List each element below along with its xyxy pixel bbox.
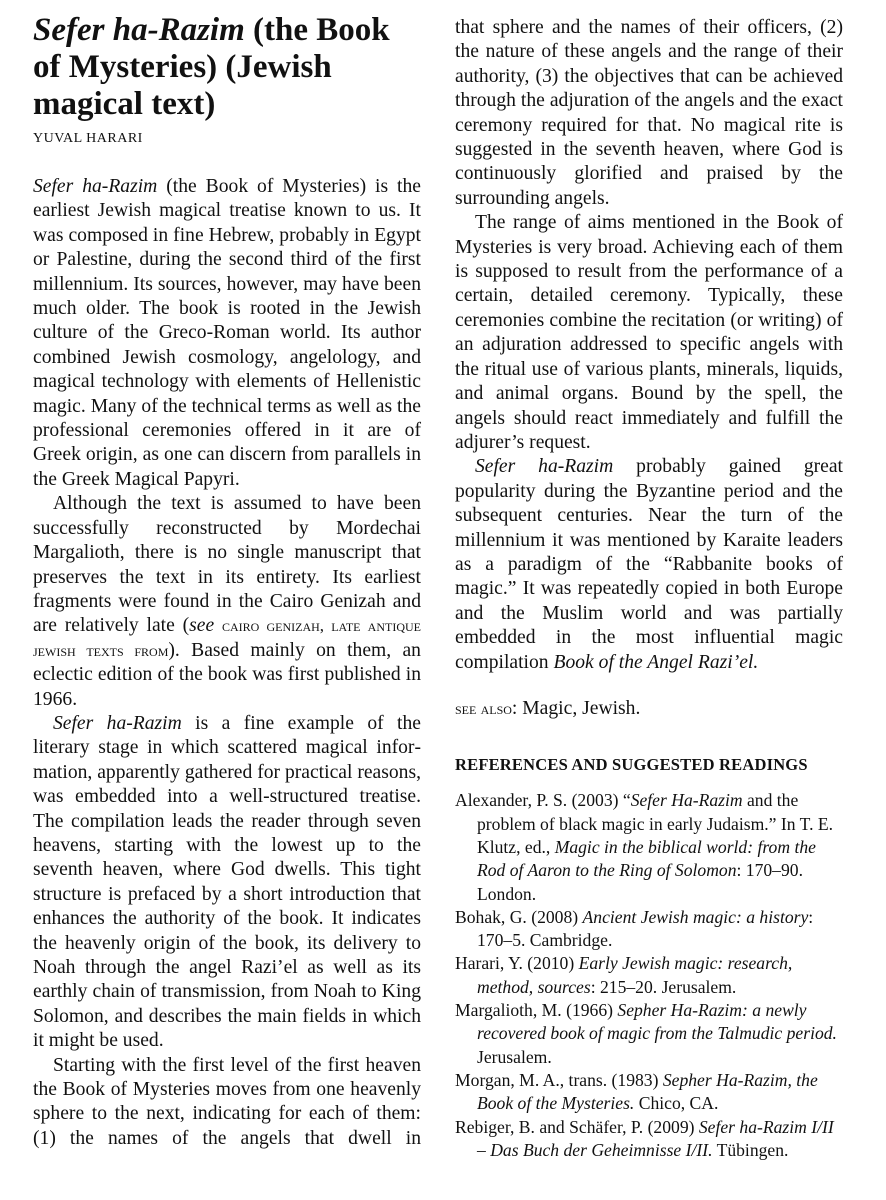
italic-text: Sepher Ha-Razim, the Book of the Mysteries. xyxy=(477,1069,818,1114)
italic-text: Ancient Jewish magic: a history xyxy=(582,906,809,927)
text-run: Margalioth, M. (1966) xyxy=(455,1000,618,1021)
italic-text: Sefer ha-Razim xyxy=(53,712,182,734)
see-also-label: see also xyxy=(455,698,512,718)
text-run: : 170–90. London. xyxy=(477,860,803,904)
italic-text: Book of the Angel Razi’el. xyxy=(553,651,759,673)
text-run: Jerusalem. xyxy=(477,1046,552,1067)
article-title-rest: (the Book of Mysteries) (Jewish magical text) xyxy=(33,12,390,122)
references-heading: REFERENCES AND SUGGESTED READINGS xyxy=(455,755,808,775)
reference-item xyxy=(455,1116,843,1163)
text-run: : 170–5. Cambridge. xyxy=(477,906,814,951)
reference-item xyxy=(455,1069,843,1116)
text-run: (the Book of Mysteries) is the earliest Jewish magical treatise known to us. It was composed in fine Hebrew, probably in Egypt or Palestine, during the second third of the first millennium. Its sources, however, may have been much older. The book is rooted in the Jewish culture of the Greco-Roman world. Its author combined Jewish cosmology, angelology, and magical technology with elements of Hellenistic magic. Many of the technical terms as well as the professional ceremonies offered in it are of Greek origin, as one can discern from parallels in the Greek Magical Papyri. xyxy=(33,176,421,490)
paragraph xyxy=(33,175,421,492)
text-run: that sphere and the names of their officers, (2) the nature of these angels and the range of their authority, (3) the objectives that can be achieved through the adjuration of the angels and the exact ceremony required for that. No magical rite is suggested in the seventh heaven, where God is continuously glorified and praised by the surrounding angels. xyxy=(455,17,843,209)
paragraph xyxy=(33,492,421,712)
text-run: is a fine example of the literary stage in which scattered magical information, apparently gathered for practical reasons, was embedded into a well-structured treatise. The compilation leads the reader through seven heavens, starting with the lowest up to the seventh heaven, where God dwells. This tight structure is prefaced by a short introduction that enhances the authority of the book. It indicates the heavenly origin of the book, its delivery to Noah through the angel Razi’el as well as its earthly chain of transmission, from Noah to King Solomon, and describes the main fields in which it might be used. xyxy=(33,712,421,1052)
reference-item xyxy=(455,952,843,999)
text-run: probably gained great popularity during the Byzantine period and the subsequent centuries. Near the turn of the millennium it was mentioned by Karaite leaders as a paradigm of the “Rabbanite books of magic.” It was repeatedly copied in both Europe and the Muslim world and was partially embedded in the most influential magic compilation xyxy=(455,456,843,673)
italic-text: Sefer ha-Razim xyxy=(33,176,158,197)
text-run: and the problem of black magic in early Judaism.” In T. E. Klutz, ed., xyxy=(477,790,834,857)
text-run: : 215–20. Jerusalem. xyxy=(590,976,737,997)
right-column xyxy=(455,16,843,1162)
article-title-italic: Sefer ha-Razim xyxy=(33,12,245,48)
paragraph xyxy=(33,1054,421,1152)
text-run: Morgan, M. A., trans. (1983) xyxy=(455,1069,663,1090)
reference-item xyxy=(455,999,843,1069)
text-run: ). Based mainly on them, an eclectic edition of the book was first published in 1966. xyxy=(33,639,421,710)
see-also-link[interactable]: : Magic, Jewish. xyxy=(511,697,641,719)
left-column xyxy=(33,12,421,1151)
italic-text: Magic in the biblical world: from the Rod of Aaron to the Ring of Solomon xyxy=(477,836,816,881)
italic-text: Sefer Ha-Razim xyxy=(630,790,743,811)
text-run: Starting with the first level of the first heaven the Book of Mysteries moves from one heavenly sphere to the next, indicating for each of them: (1) the names of the angels that dwell in xyxy=(33,1054,421,1149)
reference-item xyxy=(455,789,843,905)
text-run: Harari, Y. (2010) xyxy=(455,953,579,974)
paragraph xyxy=(455,16,843,211)
text-run: Although the text is assumed to have been successfully reconstructed by Mordechai Margalioth, there is no single manuscript that preserves the text in its entirety. Its earliest fragments were found in the Cairo Genizah and are relatively late ( xyxy=(33,493,421,637)
right-body-text xyxy=(455,16,843,675)
italic-text: Sefer ha-Razim xyxy=(475,456,614,478)
author-name: YUVAL HARARI xyxy=(33,131,143,146)
text-run: Bohak, G. (2008) xyxy=(455,906,583,927)
paragraph xyxy=(455,211,843,455)
cross-reference[interactable]: cairo genizah, late antique jewish texts from xyxy=(33,616,421,660)
text-run: Rebiger, B. and Schäfer, P. (2009) xyxy=(455,1116,699,1137)
text-run: Chico, CA. xyxy=(634,1093,719,1114)
text-run: The range of aims mentioned in the Book of Mysteries is very broad. Achieving each of them is supposed to result from the performance of a certain, detailed ceremony. Typically, these ceremonies combine the recitation (or writing) of an adjuration addressed to specific angels with the ritual use of various plants, minerals, liquids, and animal organs. Bound by the spell, the angels should react immediately and fulfill the adjurer’s request. xyxy=(455,212,843,453)
text-run: Alexander, P. S. (2003) “ xyxy=(455,790,631,811)
italic-text: Early Jewish magic: research, method, sources xyxy=(477,953,793,997)
references-list xyxy=(455,789,843,1162)
text-run xyxy=(214,615,222,636)
italic-text: Sepher Ha-Razim: a newly recovered book of magic from the Talmudic period. xyxy=(477,1000,837,1044)
italic-text: see xyxy=(189,615,215,637)
left-body-text xyxy=(33,175,421,1151)
see-also xyxy=(455,697,843,721)
paragraph xyxy=(455,455,843,675)
reference-item xyxy=(455,906,843,953)
text-run: Tübingen. xyxy=(712,1139,789,1160)
italic-text: Sefer ha-Razim I/II – Das Buch der Geheimnisse I/II. xyxy=(477,1116,834,1160)
article-title xyxy=(33,12,421,123)
paragraph xyxy=(33,712,421,1054)
